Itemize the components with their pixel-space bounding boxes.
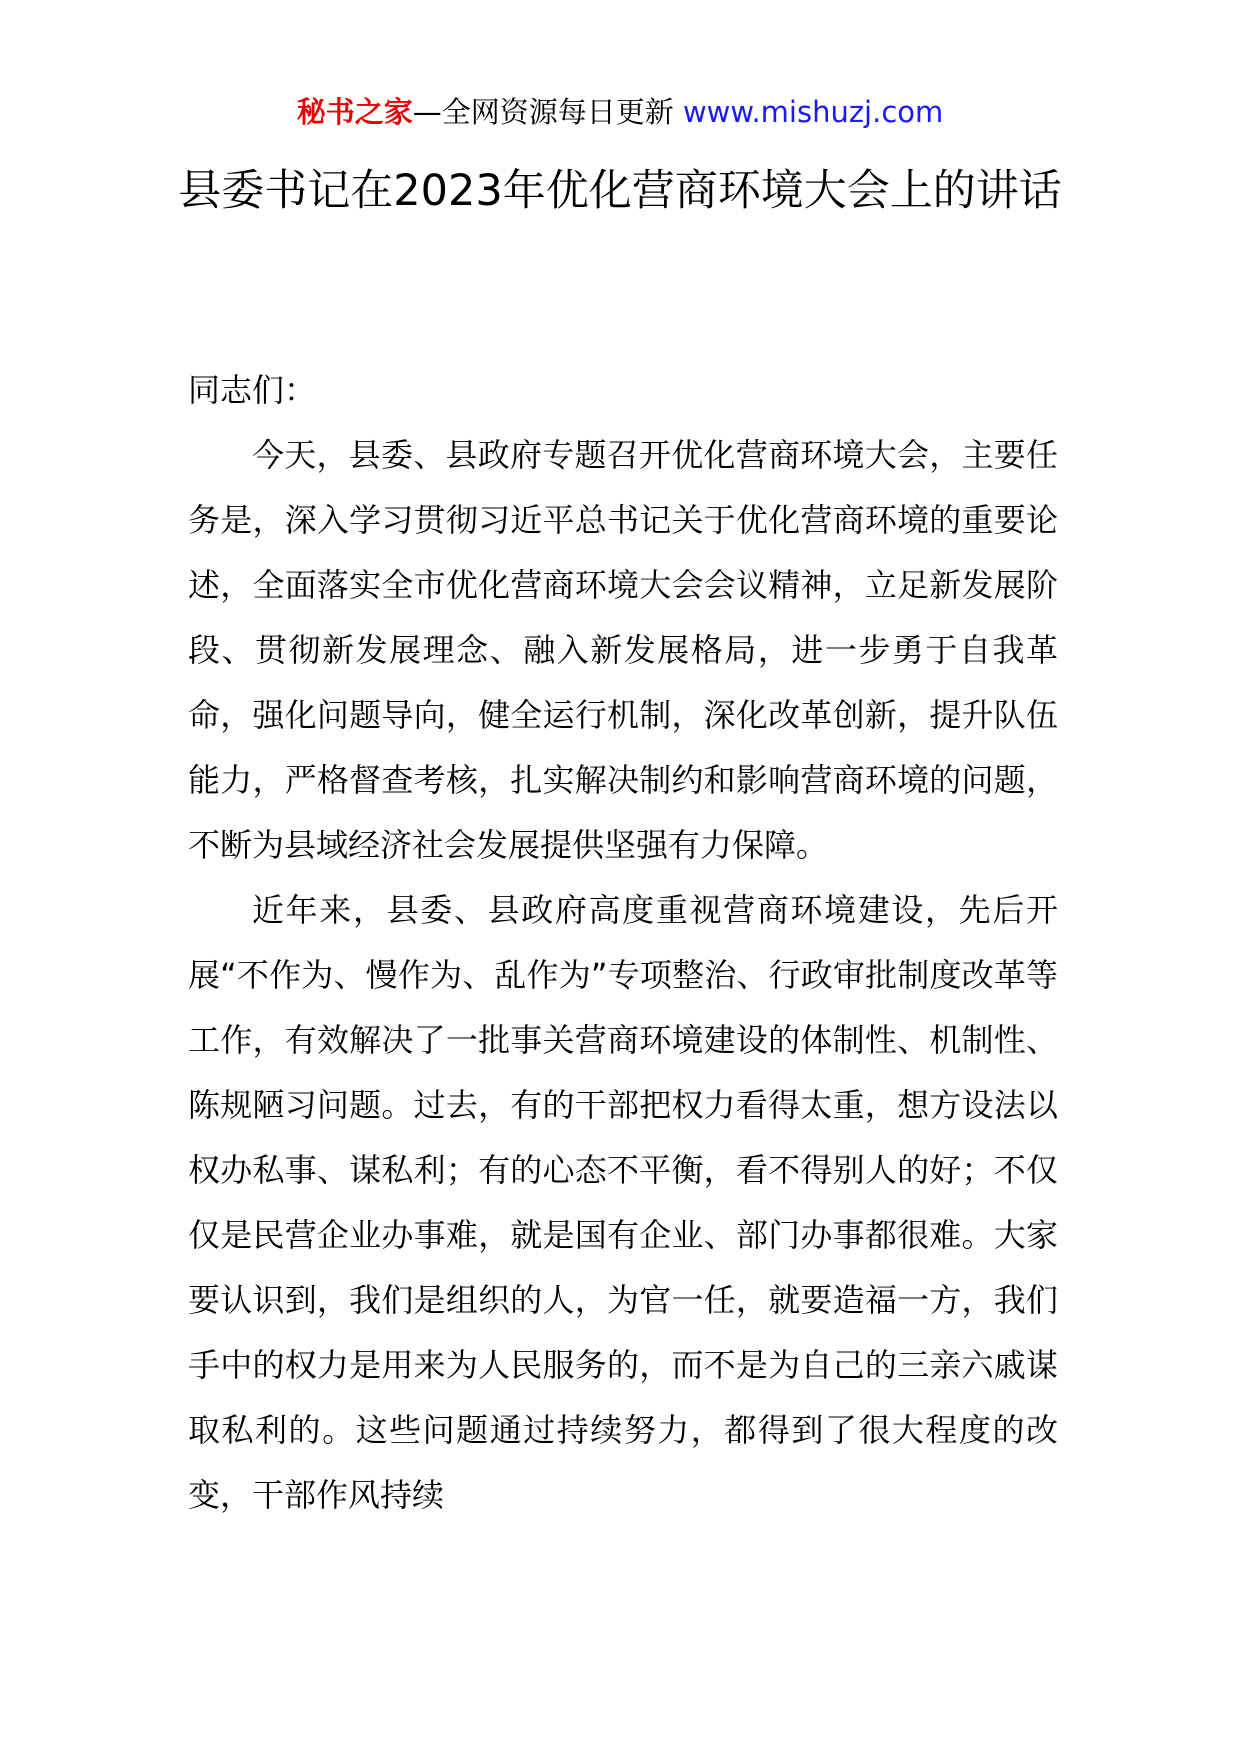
header-slogan: —全网资源每日更新 bbox=[412, 95, 674, 129]
site-url[interactable]: www.mishuzj.com bbox=[682, 95, 944, 129]
brand-name: 秘书之家 bbox=[296, 95, 413, 129]
document-title: 县委书记在2023年优化营商环境大会上的讲话 bbox=[178, 166, 1062, 216]
document-body bbox=[188, 358, 1058, 1528]
paragraph-2: 近年来，县委、县政府高度重视营商环境建设，先后开展“不作为、慢作为、乱作为”专项整治、行政审批制度改革等工作，有效解决了一批事关营商环境建设的体制性、机制性、陈规陋习问题。过去，有的干部把权力看得太重，想方设法以权办私事、谋私利；有的心态不平衡，看不得别人的好；不仅仅是民营企业办事难，就是国有企业、部门办事都很难。大家要认识到，我们是组织的人，为官一任，就要造福一方，我们手中的权力是用来为人民服务的，而不是为自己的三亲六戚谋取私利的。这些问题通过持续努力，都得到了很大程度的改变，干部作风持续 bbox=[188, 891, 1058, 1514]
site-header bbox=[0, 92, 1240, 132]
paragraph-1: 今天，县委、县政府专题召开优化营商环境大会，主要任务是，深入学习贯彻习近平总书记关于优化营商环境的重要论述，全面落实全市优化营商环境大会会议精神，立足新发展阶段、贯彻新发展理念、融入新发展格局，进一步勇于自我革命，强化问题导向，健全运行机制，深化改革创新，提升队伍能力，严格督查考核，扎实解决制约和影响营商环境的问题，不断为县域经济社会发展提供坚强有力保障。 bbox=[188, 436, 1058, 864]
salutation: 同志们： bbox=[188, 371, 317, 409]
